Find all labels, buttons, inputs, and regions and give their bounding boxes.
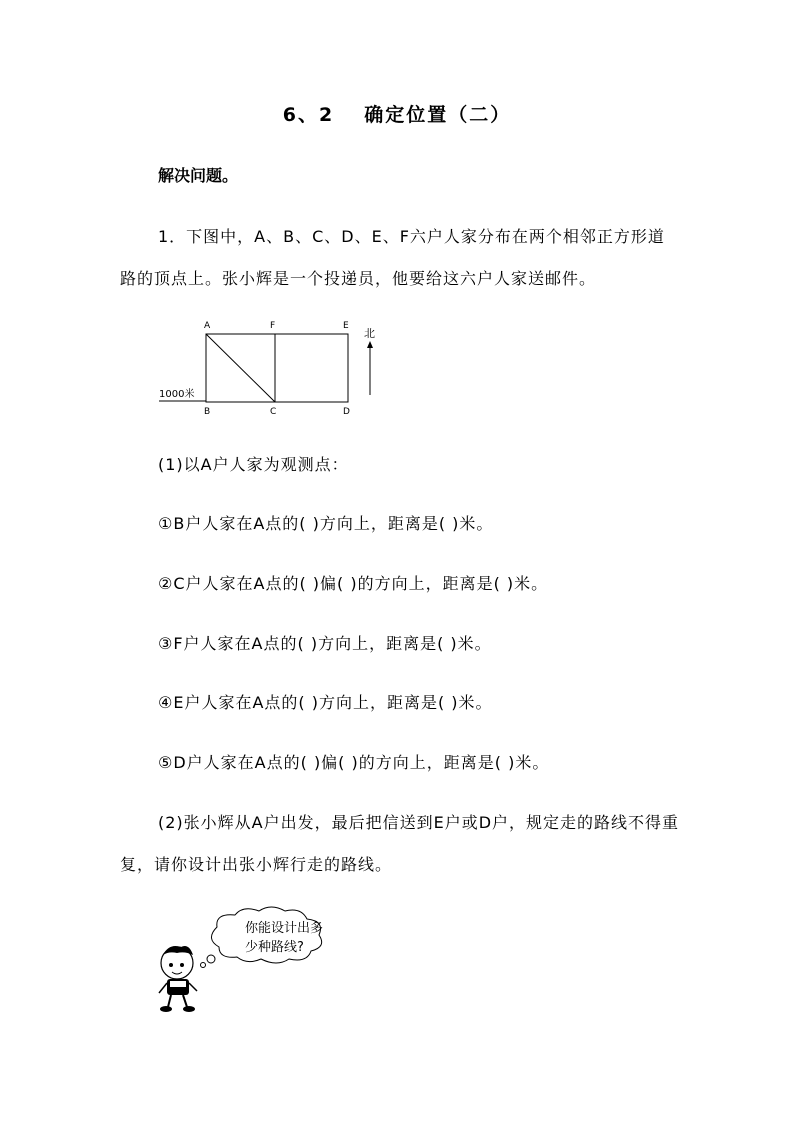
part-2-text: (2)张小辉从A户出发，最后把信送到E户或D户，规定走的路线不得重复，请你设计出张小辉行走的路线。 [120,813,680,874]
north-arrow-icon [367,341,373,348]
cartoon-boy-figure [155,905,355,1015]
question-item-1: ①B户人家在A点的( )方向上，距离是( )米。 [158,514,494,533]
boy-icon [159,946,197,1012]
bubble-dot-small [201,963,206,968]
section-heading: 解决问题。 [158,166,239,185]
bubble-line-2: 少种路线? [245,940,304,955]
label-b: B [204,407,211,417]
page-title [0,100,794,127]
label-f: F [270,321,276,331]
road-outline [206,334,348,402]
road-diagonal [206,334,275,402]
question-item-5: ⑤D户人家在A点的( )偏( )的方向上，距离是( )米。 [158,753,550,772]
question-item-4: ④E户人家在A点的( )方向上，距离是( )米。 [158,693,493,712]
question-item-2: ②C户人家在A点的( )偏( )的方向上，距离是( )米。 [158,574,549,593]
part-1-heading: (1)以A户人家为观测点： [158,455,349,474]
title-text: 确定位置（二） [364,104,512,126]
label-c: C [270,407,277,417]
label-a: A [204,321,211,331]
bubble-line-1: 你能设计出多 [245,921,324,936]
label-e: E [343,321,349,331]
problem-1-text: 1．下图中，A、B、C、D、E、F六户人家分布在两个相邻正方形道路的顶点上。张小辉是一个投递员，他要给这六户人家送邮件。 [120,227,665,288]
bubble-dot-large [207,955,215,963]
title-number: 6、2 [282,104,335,126]
label-d: D [343,407,350,417]
route-diagram [150,315,380,425]
scale-label: 1000米 [159,389,195,400]
question-item-3: ③F户人家在A点的( )方向上，距离是( )米。 [158,634,492,653]
north-label: 北 [364,327,375,340]
